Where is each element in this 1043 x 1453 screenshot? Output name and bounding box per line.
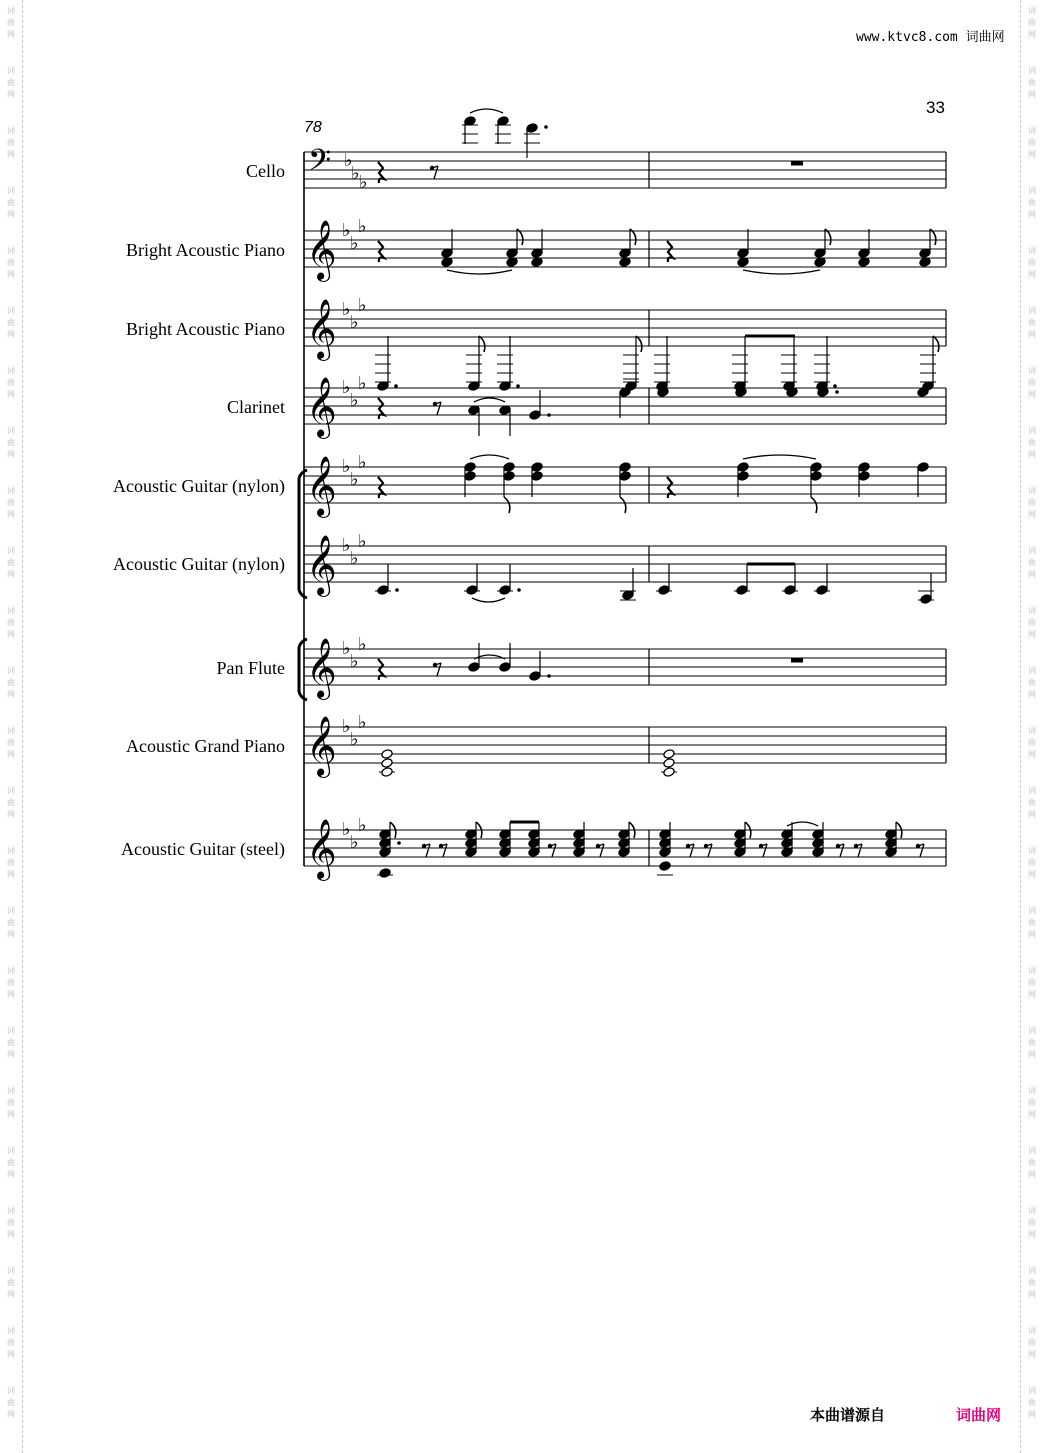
watermark-glyph: 网 (7, 390, 15, 399)
flat-sign-icon: ♭ (344, 150, 353, 171)
notehead (531, 462, 543, 473)
flat-sign-icon: ♭ (342, 716, 351, 737)
watermark-glyph: 曲 (7, 378, 15, 387)
notehead (377, 585, 389, 596)
watermark-glyph: 词 (7, 666, 15, 675)
notehead (529, 410, 541, 421)
augmentation-dot (835, 390, 839, 394)
instrument-label-pan-flute: Pan Flute (216, 658, 285, 678)
watermark-glyph: 曲 (1028, 1338, 1036, 1347)
watermark-glyph: 词 (7, 546, 15, 555)
watermark-glyph: 词 (1028, 786, 1036, 795)
watermark-glyph: 词 (1028, 1146, 1036, 1155)
quarter-rest (667, 241, 673, 262)
watermark-glyph: 词 (7, 1086, 15, 1095)
watermark-glyph: 词 (7, 66, 15, 75)
eighth-rest (690, 844, 694, 857)
note-flag (811, 497, 817, 513)
watermark-glyph: 词 (1028, 366, 1036, 375)
augmentation-dot (547, 413, 551, 417)
quarter-rest (667, 477, 673, 498)
note-flag (620, 497, 626, 513)
flat-sign-icon: ♭ (350, 729, 359, 750)
quarter-rest (378, 162, 384, 183)
augmentation-dot (833, 384, 837, 388)
flat-sign-icon: ♭ (350, 832, 359, 853)
notehead (381, 767, 393, 778)
watermark-glyph: 曲 (1028, 1218, 1036, 1227)
watermark-glyph: 网 (7, 870, 15, 879)
watermark-glyph: 网 (7, 30, 15, 39)
watermark-glyph: 词 (7, 726, 15, 735)
watermark-glyph: 网 (7, 1170, 15, 1179)
notehead (529, 671, 541, 682)
note-flag (636, 336, 642, 352)
notehead (737, 471, 749, 482)
watermark-glyph: 词 (1028, 1206, 1036, 1215)
treble-clef-icon: 𝄞 (306, 377, 337, 437)
watermark-glyph: 网 (1028, 1170, 1036, 1179)
watermark-glyph: 网 (7, 1110, 15, 1119)
notehead (526, 123, 538, 134)
notehead (464, 471, 476, 482)
notehead (531, 471, 543, 482)
treble-clef-icon: 𝄞 (306, 535, 337, 595)
watermark-glyph: 曲 (1028, 138, 1036, 147)
watermark-glyph: 曲 (1028, 1158, 1036, 1167)
watermark-glyph: 网 (7, 1290, 15, 1299)
notehead (466, 585, 478, 596)
watermark-glyph: 曲 (7, 78, 15, 87)
watermark-glyph: 曲 (1028, 78, 1036, 87)
watermark-glyph: 词 (1028, 666, 1036, 675)
watermark-glyph: 词 (1028, 906, 1036, 915)
watermark-glyph: 网 (7, 510, 15, 519)
watermark-glyph: 曲 (1028, 558, 1036, 567)
flat-sign-icon: ♭ (350, 651, 359, 672)
page-number: 33 (926, 98, 945, 117)
notehead (810, 462, 822, 473)
watermark-glyph: 网 (1028, 1230, 1036, 1239)
augmentation-dot (544, 125, 548, 129)
watermark-glyph: 曲 (7, 318, 15, 327)
note-flag (504, 497, 510, 513)
notehead (920, 594, 932, 605)
watermark-glyph: 词 (7, 186, 15, 195)
watermark-glyph: 曲 (7, 738, 15, 747)
watermark-glyph: 网 (7, 1350, 15, 1359)
tie (474, 398, 505, 402)
watermark-glyph: 网 (7, 150, 15, 159)
watermark-glyph: 曲 (7, 258, 15, 267)
instrument-label-cello: Cello (246, 161, 285, 181)
watermark-glyph: 曲 (7, 858, 15, 867)
notehead (858, 471, 870, 482)
tie (447, 270, 512, 274)
watermark-glyph: 网 (1028, 570, 1036, 579)
watermark-glyph: 词 (1028, 426, 1036, 435)
watermark-glyph: 曲 (1028, 798, 1036, 807)
flat-sign-icon: ♭ (350, 469, 359, 490)
notehead (503, 462, 515, 473)
whole-rest (791, 658, 803, 663)
notehead (659, 861, 671, 872)
watermark-glyph: 曲 (7, 198, 15, 207)
watermark-glyph: 网 (7, 1230, 15, 1239)
flat-sign-icon: ♭ (358, 531, 367, 552)
treble-clef-icon: 𝄞 (306, 638, 337, 698)
flat-sign-icon: ♭ (342, 456, 351, 477)
watermark-glyph: 曲 (7, 918, 15, 927)
notehead (381, 749, 393, 760)
watermark-glyph: 词 (7, 1266, 15, 1275)
watermark-glyph: 词 (7, 246, 15, 255)
watermark-glyph: 词 (7, 1386, 15, 1395)
notehead (379, 868, 391, 879)
watermark-glyph: 词 (7, 906, 15, 915)
watermark-glyph: 网 (1028, 210, 1036, 219)
treble-clef-icon: 𝄞 (306, 456, 337, 516)
watermark-glyph: 网 (1028, 1110, 1036, 1119)
notehead (663, 749, 675, 760)
watermark-glyph: 网 (1028, 450, 1036, 459)
augmentation-dot (517, 588, 521, 592)
watermark-glyph: 曲 (1028, 18, 1036, 27)
eighth-rest (443, 844, 447, 857)
watermark-glyph: 曲 (7, 1218, 15, 1227)
watermark-glyph: 曲 (7, 1158, 15, 1167)
watermark-glyph: 词 (1028, 1086, 1036, 1095)
flat-sign-icon: ♭ (342, 377, 351, 398)
watermark-glyph: 网 (1028, 630, 1036, 639)
watermark-glyph: 网 (7, 690, 15, 699)
instrument-label-clarinet: Clarinet (227, 397, 285, 417)
watermark-glyph: 曲 (1028, 1398, 1036, 1407)
flat-sign-icon: ♭ (342, 638, 351, 659)
watermark-glyph: 网 (7, 930, 15, 939)
tie (472, 598, 505, 602)
watermark-glyph: 词 (1028, 6, 1036, 15)
watermark-glyph: 词 (7, 306, 15, 315)
watermark-glyph: 曲 (1028, 918, 1036, 927)
watermark-glyph: 曲 (7, 1098, 15, 1107)
watermark-glyph: 曲 (7, 678, 15, 687)
footer-brand: 词曲网 (956, 1406, 1002, 1424)
flat-sign-icon: ♭ (358, 216, 367, 237)
flat-sign-icon: ♭ (359, 172, 368, 193)
augmentation-dot (395, 588, 399, 592)
notehead (858, 462, 870, 473)
flat-sign-icon: ♭ (342, 535, 351, 556)
note-flag (933, 336, 939, 352)
eighth-rest (763, 844, 767, 857)
notehead (619, 471, 631, 482)
watermark-glyph: 词 (7, 966, 15, 975)
watermark-glyph: 词 (1028, 1026, 1036, 1035)
watermark-glyph: 网 (7, 330, 15, 339)
watermark-glyph: 曲 (7, 1398, 15, 1407)
instrument-label-bright-piano-2: Bright Acoustic Piano (126, 319, 285, 339)
treble-clef-icon: 𝄞 (306, 716, 337, 776)
watermark-glyph: 网 (1028, 1410, 1036, 1419)
notehead (468, 662, 480, 673)
flat-sign-icon: ♭ (358, 373, 367, 394)
watermark-glyph: 词 (1028, 966, 1036, 975)
watermark-glyph: 词 (7, 786, 15, 795)
watermark-glyph: 曲 (7, 618, 15, 627)
quarter-rest (378, 659, 384, 680)
watermark-glyph: 曲 (7, 1278, 15, 1287)
watermark-glyph: 网 (1028, 1290, 1036, 1299)
watermark-glyph: 词 (1028, 726, 1036, 735)
watermark-glyph: 曲 (7, 1338, 15, 1347)
flat-sign-icon: ♭ (358, 712, 367, 733)
tie (470, 109, 503, 113)
quarter-rest (378, 398, 384, 419)
watermark-glyph: 词 (1028, 126, 1036, 135)
notehead (499, 585, 511, 596)
eighth-rest (437, 402, 441, 415)
eighth-rest (708, 844, 712, 857)
watermark-glyph: 网 (1028, 1350, 1036, 1359)
watermark-glyph: 曲 (1028, 858, 1036, 867)
watermark-glyph: 曲 (1028, 438, 1036, 447)
watermark-glyph: 词 (7, 1206, 15, 1215)
watermark-glyph: 词 (1028, 846, 1036, 855)
watermark-glyph: 网 (7, 450, 15, 459)
watermark-glyph: 曲 (1028, 198, 1036, 207)
flat-sign-icon: ♭ (342, 299, 351, 320)
notehead (503, 471, 515, 482)
watermark-glyph: 词 (1028, 486, 1036, 495)
watermark-glyph: 词 (7, 366, 15, 375)
watermark-glyph: 曲 (1028, 978, 1036, 987)
watermark-glyph: 网 (7, 630, 15, 639)
augmentation-dot (516, 384, 520, 388)
tie (470, 455, 509, 459)
notehead (663, 758, 675, 769)
augmentation-dot (394, 384, 398, 388)
eighth-rest (434, 166, 438, 179)
watermark-glyph: 词 (1028, 546, 1036, 555)
watermark-glyph: 网 (1028, 990, 1036, 999)
notehead (381, 758, 393, 769)
quarter-rest (378, 241, 384, 262)
watermark-glyph: 网 (7, 570, 15, 579)
watermark-glyph: 词 (1028, 606, 1036, 615)
treble-clef-icon: 𝄞 (306, 220, 337, 280)
note-flag (479, 336, 485, 352)
watermark-glyph: 网 (1028, 930, 1036, 939)
watermark-glyph: 曲 (7, 798, 15, 807)
treble-clef-icon: 𝄞 (306, 819, 337, 879)
watermark-glyph: 曲 (1028, 618, 1036, 627)
flat-sign-icon: ♭ (358, 452, 367, 473)
watermark-glyph: 词 (1028, 66, 1036, 75)
watermark-glyph: 网 (7, 990, 15, 999)
watermark-glyph: 词 (7, 6, 15, 15)
watermark-glyph: 曲 (1028, 678, 1036, 687)
instrument-label-bright-piano-1: Bright Acoustic Piano (126, 240, 285, 260)
bass-clef-icon: 𝄢 (308, 144, 332, 185)
watermark-glyph: 网 (1028, 510, 1036, 519)
watermark-glyph: 网 (1028, 150, 1036, 159)
flat-sign-icon: ♭ (351, 163, 360, 184)
watermark-glyph: 曲 (1028, 1038, 1036, 1047)
flat-sign-icon: ♭ (350, 390, 359, 411)
measure-number: 78 (304, 119, 322, 136)
watermark-glyph: 曲 (7, 138, 15, 147)
watermark-glyph: 网 (7, 810, 15, 819)
watermark-glyph: 词 (7, 1026, 15, 1035)
tie (743, 455, 816, 459)
eighth-rest (552, 844, 556, 857)
watermark-glyph: 曲 (1028, 258, 1036, 267)
watermark-glyph: 词 (7, 486, 15, 495)
watermark-glyph: 网 (1028, 390, 1036, 399)
notehead (917, 462, 929, 473)
watermark-glyph: 词 (1028, 186, 1036, 195)
eighth-rest (840, 844, 844, 857)
watermark-glyph: 网 (7, 1410, 15, 1419)
watermark-glyph: 词 (1028, 1326, 1036, 1335)
footer-source: 本曲谱源自 (810, 1406, 886, 1424)
flat-sign-icon: ♭ (342, 819, 351, 840)
eighth-rest (437, 663, 441, 676)
notehead (737, 462, 749, 473)
augmentation-dot (397, 841, 401, 845)
watermark-glyph: 网 (7, 210, 15, 219)
notehead (663, 767, 675, 778)
whole-rest (791, 161, 803, 166)
quarter-rest (378, 477, 384, 498)
augmentation-dot (547, 674, 551, 678)
watermark-glyph: 词 (1028, 1386, 1036, 1395)
watermark-glyph: 曲 (7, 558, 15, 567)
notehead (736, 585, 748, 596)
watermark-glyph: 曲 (1028, 1098, 1036, 1107)
eighth-rest (920, 844, 924, 857)
watermark-glyph: 词 (7, 606, 15, 615)
instrument-label-guitar-nylon-1: Acoustic Guitar (nylon) (113, 476, 285, 496)
eighth-rest (426, 844, 430, 857)
flat-sign-icon: ♭ (350, 312, 359, 333)
watermark-glyph: 曲 (7, 1038, 15, 1047)
notehead (499, 662, 511, 673)
watermark-glyph: 网 (1028, 270, 1036, 279)
site-url: www.ktvc8.com 词曲网 (856, 30, 1005, 45)
watermark-glyph: 曲 (7, 978, 15, 987)
flat-sign-icon: ♭ (342, 220, 351, 241)
watermark-glyph: 网 (7, 90, 15, 99)
watermark-glyph: 词 (1028, 1266, 1036, 1275)
watermark-glyph: 词 (7, 426, 15, 435)
watermark-glyph: 曲 (7, 438, 15, 447)
watermark-glyph: 曲 (7, 18, 15, 27)
watermark-glyph: 曲 (1028, 1278, 1036, 1287)
watermark-glyph: 网 (7, 750, 15, 759)
flat-sign-icon: ♭ (350, 233, 359, 254)
watermark-glyph: 曲 (1028, 378, 1036, 387)
watermark-glyph: 网 (7, 1050, 15, 1059)
notehead (619, 462, 631, 473)
watermark-glyph: 词 (7, 1326, 15, 1335)
watermark-glyph: 网 (1028, 30, 1036, 39)
tie (743, 270, 820, 274)
notehead (464, 462, 476, 473)
watermark-glyph: 曲 (1028, 318, 1036, 327)
watermark-glyph: 词 (7, 846, 15, 855)
eighth-rest (858, 844, 862, 857)
watermark-glyph: 词 (7, 126, 15, 135)
watermark-glyph: 曲 (1028, 738, 1036, 747)
notehead (810, 471, 822, 482)
watermark-glyph: 网 (1028, 870, 1036, 879)
flat-sign-icon: ♭ (358, 634, 367, 655)
instrument-label-guitar-steel: Acoustic Guitar (steel) (121, 839, 285, 859)
instrument-label-grand-piano: Acoustic Grand Piano (126, 736, 285, 756)
treble-clef-icon: 𝄞 (306, 299, 337, 359)
watermark-glyph: 词 (7, 1146, 15, 1155)
notehead (658, 585, 670, 596)
instrument-label-guitar-nylon-2: Acoustic Guitar (nylon) (113, 554, 285, 574)
watermark-glyph: 网 (1028, 1050, 1036, 1059)
watermark-glyph: 网 (1028, 90, 1036, 99)
watermark-glyph: 词 (1028, 246, 1036, 255)
watermark-glyph: 网 (1028, 330, 1036, 339)
watermark-glyph: 词 (1028, 306, 1036, 315)
flat-sign-icon: ♭ (358, 295, 367, 316)
watermark-glyph: 网 (7, 270, 15, 279)
notehead (784, 585, 796, 596)
flat-sign-icon: ♭ (358, 815, 367, 836)
watermark-glyph: 网 (1028, 810, 1036, 819)
watermark-glyph: 网 (1028, 750, 1036, 759)
notehead (816, 585, 828, 596)
watermark-glyph: 网 (1028, 690, 1036, 699)
flat-sign-icon: ♭ (350, 548, 359, 569)
watermark-glyph: 曲 (1028, 498, 1036, 507)
watermark-glyph: 曲 (7, 498, 15, 507)
eighth-rest (600, 844, 604, 857)
